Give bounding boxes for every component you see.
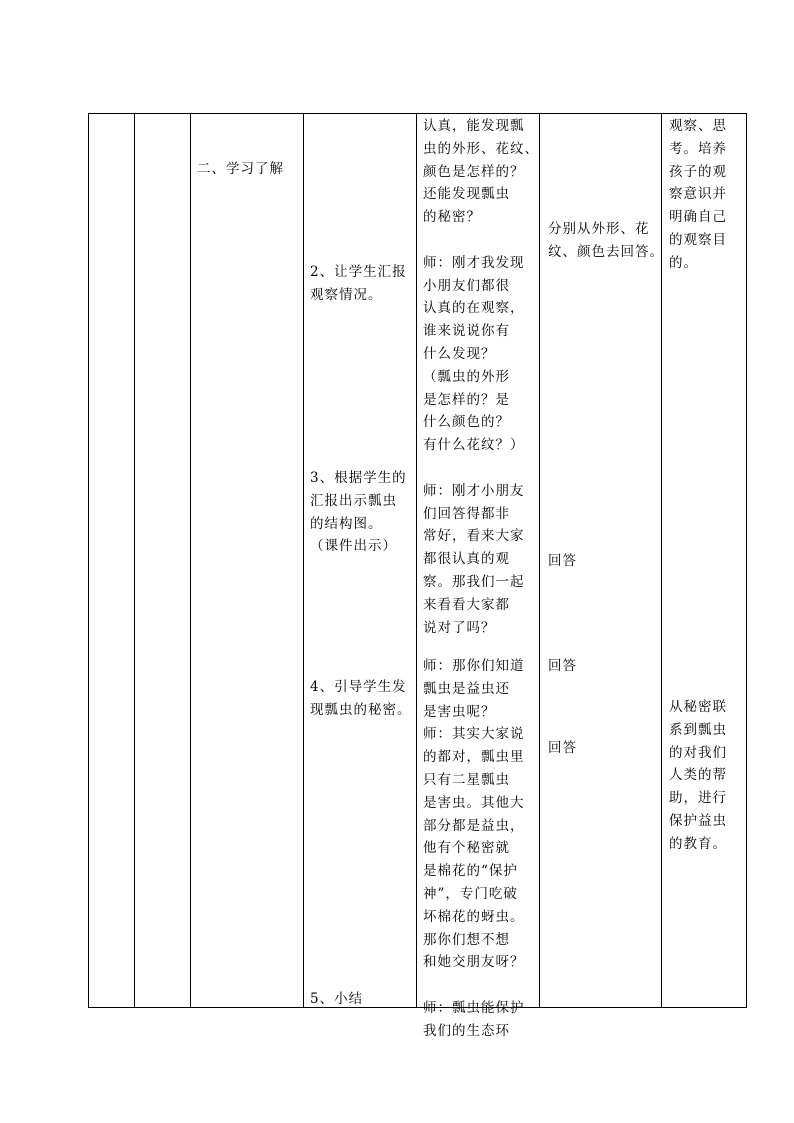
answer-line: 纹、颜色去回答。 [548, 243, 664, 260]
column-divider [303, 114, 304, 1007]
intent-line: 的对我们 [669, 744, 727, 761]
activity-line: 颜色是怎样的？ [423, 163, 525, 180]
activity-line: 谁来说说你有 [423, 323, 510, 340]
column-divider [134, 114, 135, 1007]
activity-line: 来看看大家都 [423, 596, 510, 613]
activity-line: 常好，看来大家 [423, 528, 525, 545]
activity-line: 我们的生态环 [423, 1022, 510, 1039]
step-4 [310, 676, 412, 722]
column-divider [190, 114, 191, 1007]
design-intent-1 [669, 115, 727, 275]
activity-line: 是怎样的？是 [423, 391, 510, 408]
step-line: 4、引导学生发 [310, 679, 407, 695]
activity-line: 是害虫呢？ [423, 703, 496, 720]
step-5 [310, 988, 363, 1011]
section-title-cell [197, 158, 284, 181]
activity-line: 还能发现瓢虫 [423, 186, 510, 203]
intent-line: 孩子的观 [669, 163, 727, 180]
answer-line: 回答 [548, 740, 577, 756]
activity-line: 只有二星瓢虫 [423, 771, 510, 788]
step-3 [310, 467, 407, 558]
step-line: 的结构图。 [310, 515, 383, 532]
teacher-activity-2 [423, 655, 525, 1043]
activity-line: 认真的在观察， [423, 300, 525, 317]
activity-line: 都很认真的观 [423, 551, 510, 568]
activity-line: 有什么花纹？） [423, 437, 525, 454]
activity-line: 是害虫。其他大 [423, 794, 525, 811]
activity-line: 部分都是益虫， [423, 817, 525, 834]
activity-line: 他有个秘密就 [423, 840, 510, 857]
activity-line: （瓢虫的外形 [423, 368, 510, 385]
step-line: （课件出示） [310, 538, 397, 555]
activity-line: 师：刚才小朋友 [423, 482, 525, 499]
answer-line: 回答 [548, 553, 577, 569]
activity-line: 小朋友们都很 [423, 277, 510, 294]
step-line: 汇报出示瓢虫 [310, 492, 397, 509]
intent-line: 从秘密联 [669, 699, 727, 715]
activity-line: 那你们想不想 [423, 931, 510, 948]
answer-line: 回答 [548, 658, 577, 674]
activity-line: 师：刚才我发现 [423, 254, 525, 271]
step-line: 观察情况。 [310, 286, 383, 303]
step-line: 5、小结 [310, 991, 364, 1007]
design-intent-2 [669, 696, 727, 856]
activity-line: 师：其实大家说 [423, 726, 525, 743]
intent-line: 人类的帮 [669, 767, 727, 784]
intent-line: 的。 [669, 254, 698, 271]
intent-line: 明确自己 [669, 209, 727, 226]
intent-line: 系到瓢虫 [669, 721, 727, 738]
student-answer-main [548, 218, 664, 264]
intent-line: 的教育。 [669, 835, 727, 852]
intent-line: 察意识并 [669, 186, 727, 203]
student-answer [548, 737, 577, 760]
lesson-plan-table [88, 113, 747, 1039]
intent-line: 考。培养 [669, 140, 727, 157]
activity-line: 是棉花的“保护 [423, 863, 518, 880]
intent-line: 观察、思 [669, 118, 727, 134]
step-2 [310, 261, 407, 307]
activity-line: 坏棉花的蚜虫。 [423, 908, 525, 925]
activity-line: 什么颜色的？ [423, 414, 510, 431]
activity-line: 认真，能发现瓢 [423, 118, 525, 134]
column-divider [416, 114, 417, 1007]
activity-line: 瓢虫是益虫还 [423, 680, 510, 697]
activity-line: 的都对，瓢虫里 [423, 749, 525, 766]
section-title: 二、学习了解 [197, 161, 284, 177]
intent-line: 的观察目 [669, 231, 727, 248]
student-answer [548, 550, 577, 573]
teacher-activity [423, 115, 539, 639]
step-line: 3、根据学生的 [310, 470, 407, 486]
activity-line: 和她交朋友呀？ [423, 954, 525, 971]
column-divider [539, 114, 540, 1007]
activity-line: 们回答得都非 [423, 505, 510, 522]
step-line: 2、让学生汇报 [310, 264, 407, 280]
activity-line: 说对了吗？ [423, 619, 496, 636]
activity-line: 察。那我们一起 [423, 573, 525, 590]
activity-line: 神”，专门吃破 [423, 885, 518, 902]
activity-line: 师：瓢虫能保护 [423, 999, 525, 1016]
intent-line: 助，进行 [669, 790, 727, 807]
activity-line: 什么发现？ [423, 345, 496, 362]
activity-line: 虫的外形、花纹、 [423, 140, 539, 157]
activity-line: 的秘密？ [423, 209, 481, 226]
answer-line: 分别从外形、花 [548, 221, 650, 237]
intent-line: 保护益虫 [669, 812, 727, 829]
step-line: 现瓢虫的秘密。 [310, 701, 412, 718]
activity-line: 师：那你们知道 [423, 658, 525, 674]
student-answer [548, 655, 577, 678]
